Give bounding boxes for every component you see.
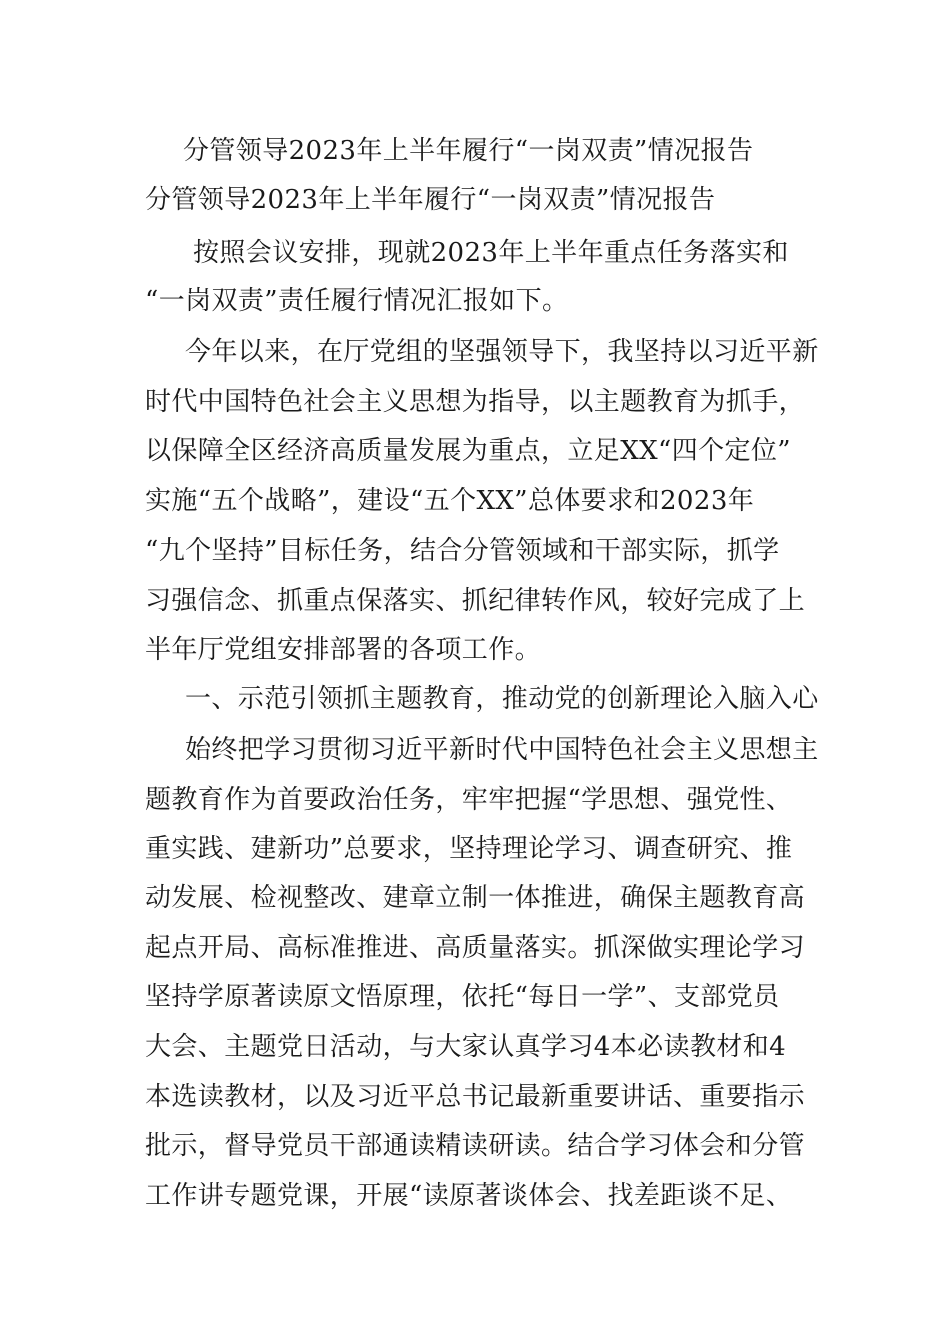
paragraph-line: 起点开局、高标准推进、高质量落实。抓深做实理论学习 bbox=[145, 933, 806, 963]
document-title: 分管领导2023年上半年履行“一岗双责”情况报告 bbox=[183, 136, 754, 166]
paragraph-line: “一岗双责”责任履行情况汇报如下。 bbox=[145, 286, 569, 316]
section-heading: 一、示范引领抓主题教育，推动党的创新理论入脑入心 bbox=[185, 684, 819, 714]
paragraph-line: 以保障全区经济高质量发展为重点，立足XX“四个定位” bbox=[145, 436, 792, 466]
paragraph-line: 批示，督导党员干部通读精读研读。结合学习体会和分管 bbox=[145, 1131, 806, 1161]
paragraph-line: 重实践、建新功”总要求，坚持理论学习、调查研究、推 bbox=[145, 834, 793, 864]
paragraph-line: 本选读教材，以及习近平总书记最新重要讲话、重要指示 bbox=[145, 1082, 806, 1112]
paragraph-line: 大会、主题党日活动，与大家认真学习4本必读教材和4 bbox=[145, 1032, 787, 1062]
paragraph-line: 习强信念、抓重点保落实、抓纪律转作风，较好完成了上 bbox=[145, 586, 806, 616]
paragraph-line: 按照会议安排，现就2023年上半年重点任务落实和 bbox=[193, 238, 789, 268]
paragraph-line: 题教育作为首要政治任务，牢牢把握“学思想、强党性、 bbox=[145, 785, 793, 815]
paragraph-line: “九个坚持”目标任务，结合分管领域和干部实际，抓学 bbox=[145, 536, 780, 566]
paragraph-line: 时代中国特色社会主义思想为指导，以主题教育为抓手， bbox=[145, 387, 806, 417]
paragraph-line: 坚持学原著读原文悟原理，依托“每日一学”、支部党员 bbox=[145, 982, 780, 1012]
paragraph-line: 今年以来，在厅党组的坚强领导下，我坚持以习近平新 bbox=[185, 337, 819, 367]
document-title-repeat: 分管领导2023年上半年履行“一岗双责”情况报告 bbox=[145, 185, 716, 215]
paragraph-line: 实施“五个战略”，建设“五个XX”总体要求和2023年 bbox=[145, 486, 755, 516]
paragraph-line: 动发展、检视整改、建章立制一体推进，确保主题教育高 bbox=[145, 883, 806, 913]
paragraph-line: 始终把学习贯彻习近平新时代中国特色社会主义思想主 bbox=[185, 735, 819, 765]
paragraph-line: 工作讲专题党课，开展“读原著谈体会、找差距谈不足、 bbox=[145, 1181, 793, 1211]
paragraph-line: 半年厅党组安排部署的各项工作。 bbox=[145, 635, 542, 665]
